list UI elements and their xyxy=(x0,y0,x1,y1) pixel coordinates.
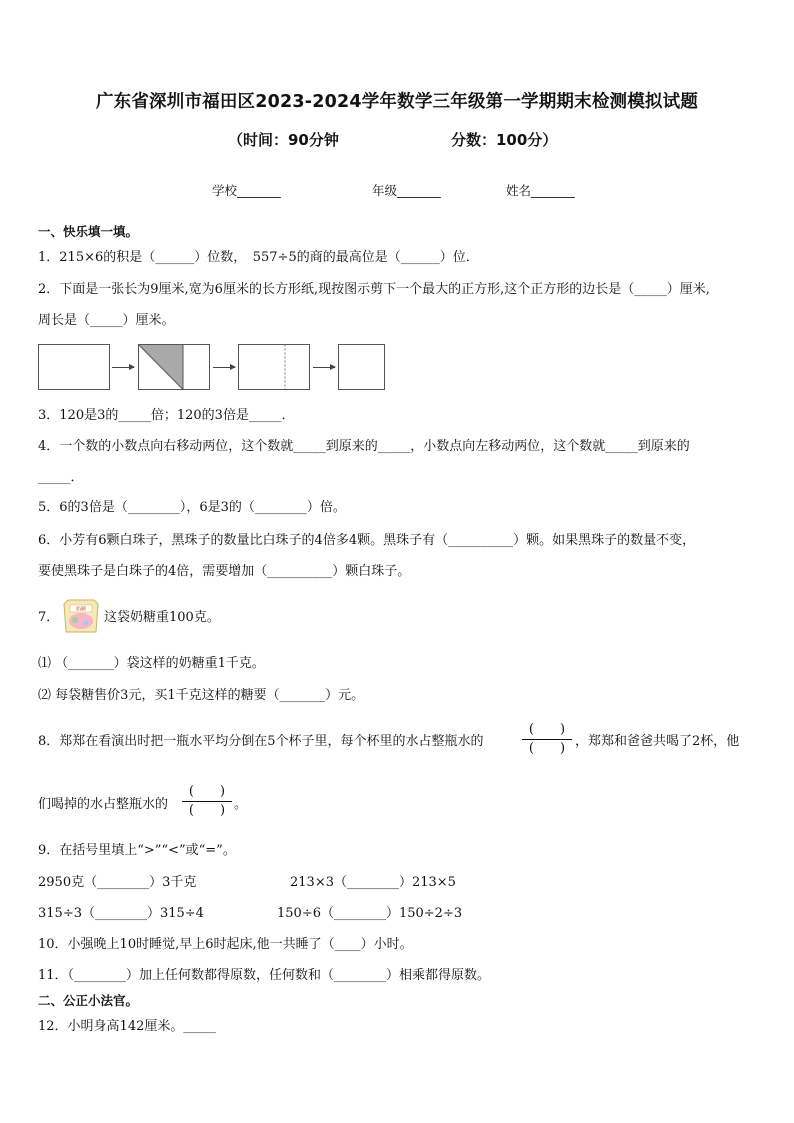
question-11: 11．（________）加上任何数都得原数，任何数和（________）相乘都得原数。 xyxy=(38,968,491,983)
question-9-item: 2950克（________）3千克 xyxy=(38,875,197,890)
marked-rectangle-figure xyxy=(238,344,310,390)
arrow-right-icon xyxy=(313,367,335,368)
fraction-blank xyxy=(182,783,232,820)
question-3: 3．120是3的_____倍；120的3倍是_____． xyxy=(38,408,295,423)
question-7-part-1: ⑴ （_______）袋这样的奶糖重1千克。 xyxy=(38,656,265,671)
question-8-line-2-end: 。 xyxy=(234,797,248,812)
fraction-numerator-blank: ( ) xyxy=(188,784,226,799)
question-6-line-2: 要使黑珠子是白珠子的4倍，需要增加（__________）颗白珠子。 xyxy=(38,564,411,579)
question-9: 9．在括号里填上“>”“<”或“=”。 xyxy=(38,843,236,858)
question-12: 12．小明身高142厘米。_____ xyxy=(38,1019,216,1034)
fraction-denominator-blank: ( ) xyxy=(188,803,226,818)
question-7-number: 7． xyxy=(38,610,60,625)
question-9-item: 150÷6（________）150÷2÷3 xyxy=(277,906,463,921)
question-8-line-1-end: ，郑郑和爸爸共喝了2杯，他 xyxy=(575,734,740,749)
question-5: 5．6的3倍是（________），6是3的（________）倍。 xyxy=(38,500,346,515)
exam-time: （时间：90分钟 xyxy=(228,131,339,149)
question-4-line-1: 4．一个数的小数点向右移动两位，这个数就_____到原来的_____，小数点向左移动两位，这个数就_____到原来的 xyxy=(38,439,690,454)
section-heading-1: 一、快乐填一填。 xyxy=(38,224,139,239)
page-title: 广东省深圳市福田区2023-2024学年数学三年级第一学期期末检测模拟试题 xyxy=(95,92,699,112)
result-square xyxy=(338,344,385,390)
arrow-right-icon xyxy=(112,367,134,368)
question-6-line-1: 6．小芳有6颗白珠子，黑珠子的数量比白珠子的4倍多4颗。黑珠子有（__________）颗。如果黑珠子的数量不变， xyxy=(38,533,696,548)
question-10: 10．小强晚上10时睡觉,早上6时起床,他一共睡了（____）小时。 xyxy=(38,937,413,952)
question-7-text: 这袋奶糖重100克。 xyxy=(104,610,220,625)
grade-field: 年级_______ xyxy=(372,183,441,198)
question-2-line-1: 2．下面是一张长为9厘米,宽为6厘米的长方形纸,现按图示剪下一个最大的正方形,这个正方形的边长是（_____）厘米, xyxy=(38,282,710,297)
question-1: 1．215×6的积是（______）位数， 557÷5的商的最高位是（______）位． xyxy=(38,250,479,265)
question-8-line-2-start: 们喝掉的水占整瓶水的 xyxy=(38,797,169,812)
original-rectangle xyxy=(38,344,110,390)
question-4-line-2: _____． xyxy=(38,470,84,485)
fraction-numerator-blank: ( ) xyxy=(528,722,566,737)
question-9-item: 213×3（________）213×5 xyxy=(290,875,456,890)
question-2-line-2: 周长是（_____）厘米。 xyxy=(38,313,175,328)
name-field: 姓名_______ xyxy=(506,183,575,198)
question-7-part-2: ⑵ 每袋糖售价3元，买1千克这样的糖要（_______）元。 xyxy=(38,688,365,703)
fraction-denominator-blank: ( ) xyxy=(528,741,566,756)
question-8-line-1-start: 8．郑郑在看演出时把一瓶水平均分倒在5个杯子里，每个杯里的水占整瓶水的 xyxy=(38,734,484,749)
fraction-blank xyxy=(522,721,572,758)
arrow-right-icon xyxy=(213,367,235,368)
candy-bag-image xyxy=(62,598,100,634)
candy-bag-label: 奶糖 xyxy=(75,606,87,613)
exam-score: 分数：100分） xyxy=(451,131,558,149)
school-field: 学校_______ xyxy=(212,183,281,198)
question-9-item: 315÷3（________）315÷4 xyxy=(38,906,204,921)
section-heading-2: 二、公正小法官。 xyxy=(38,993,139,1008)
cut-square-figure xyxy=(138,344,210,390)
